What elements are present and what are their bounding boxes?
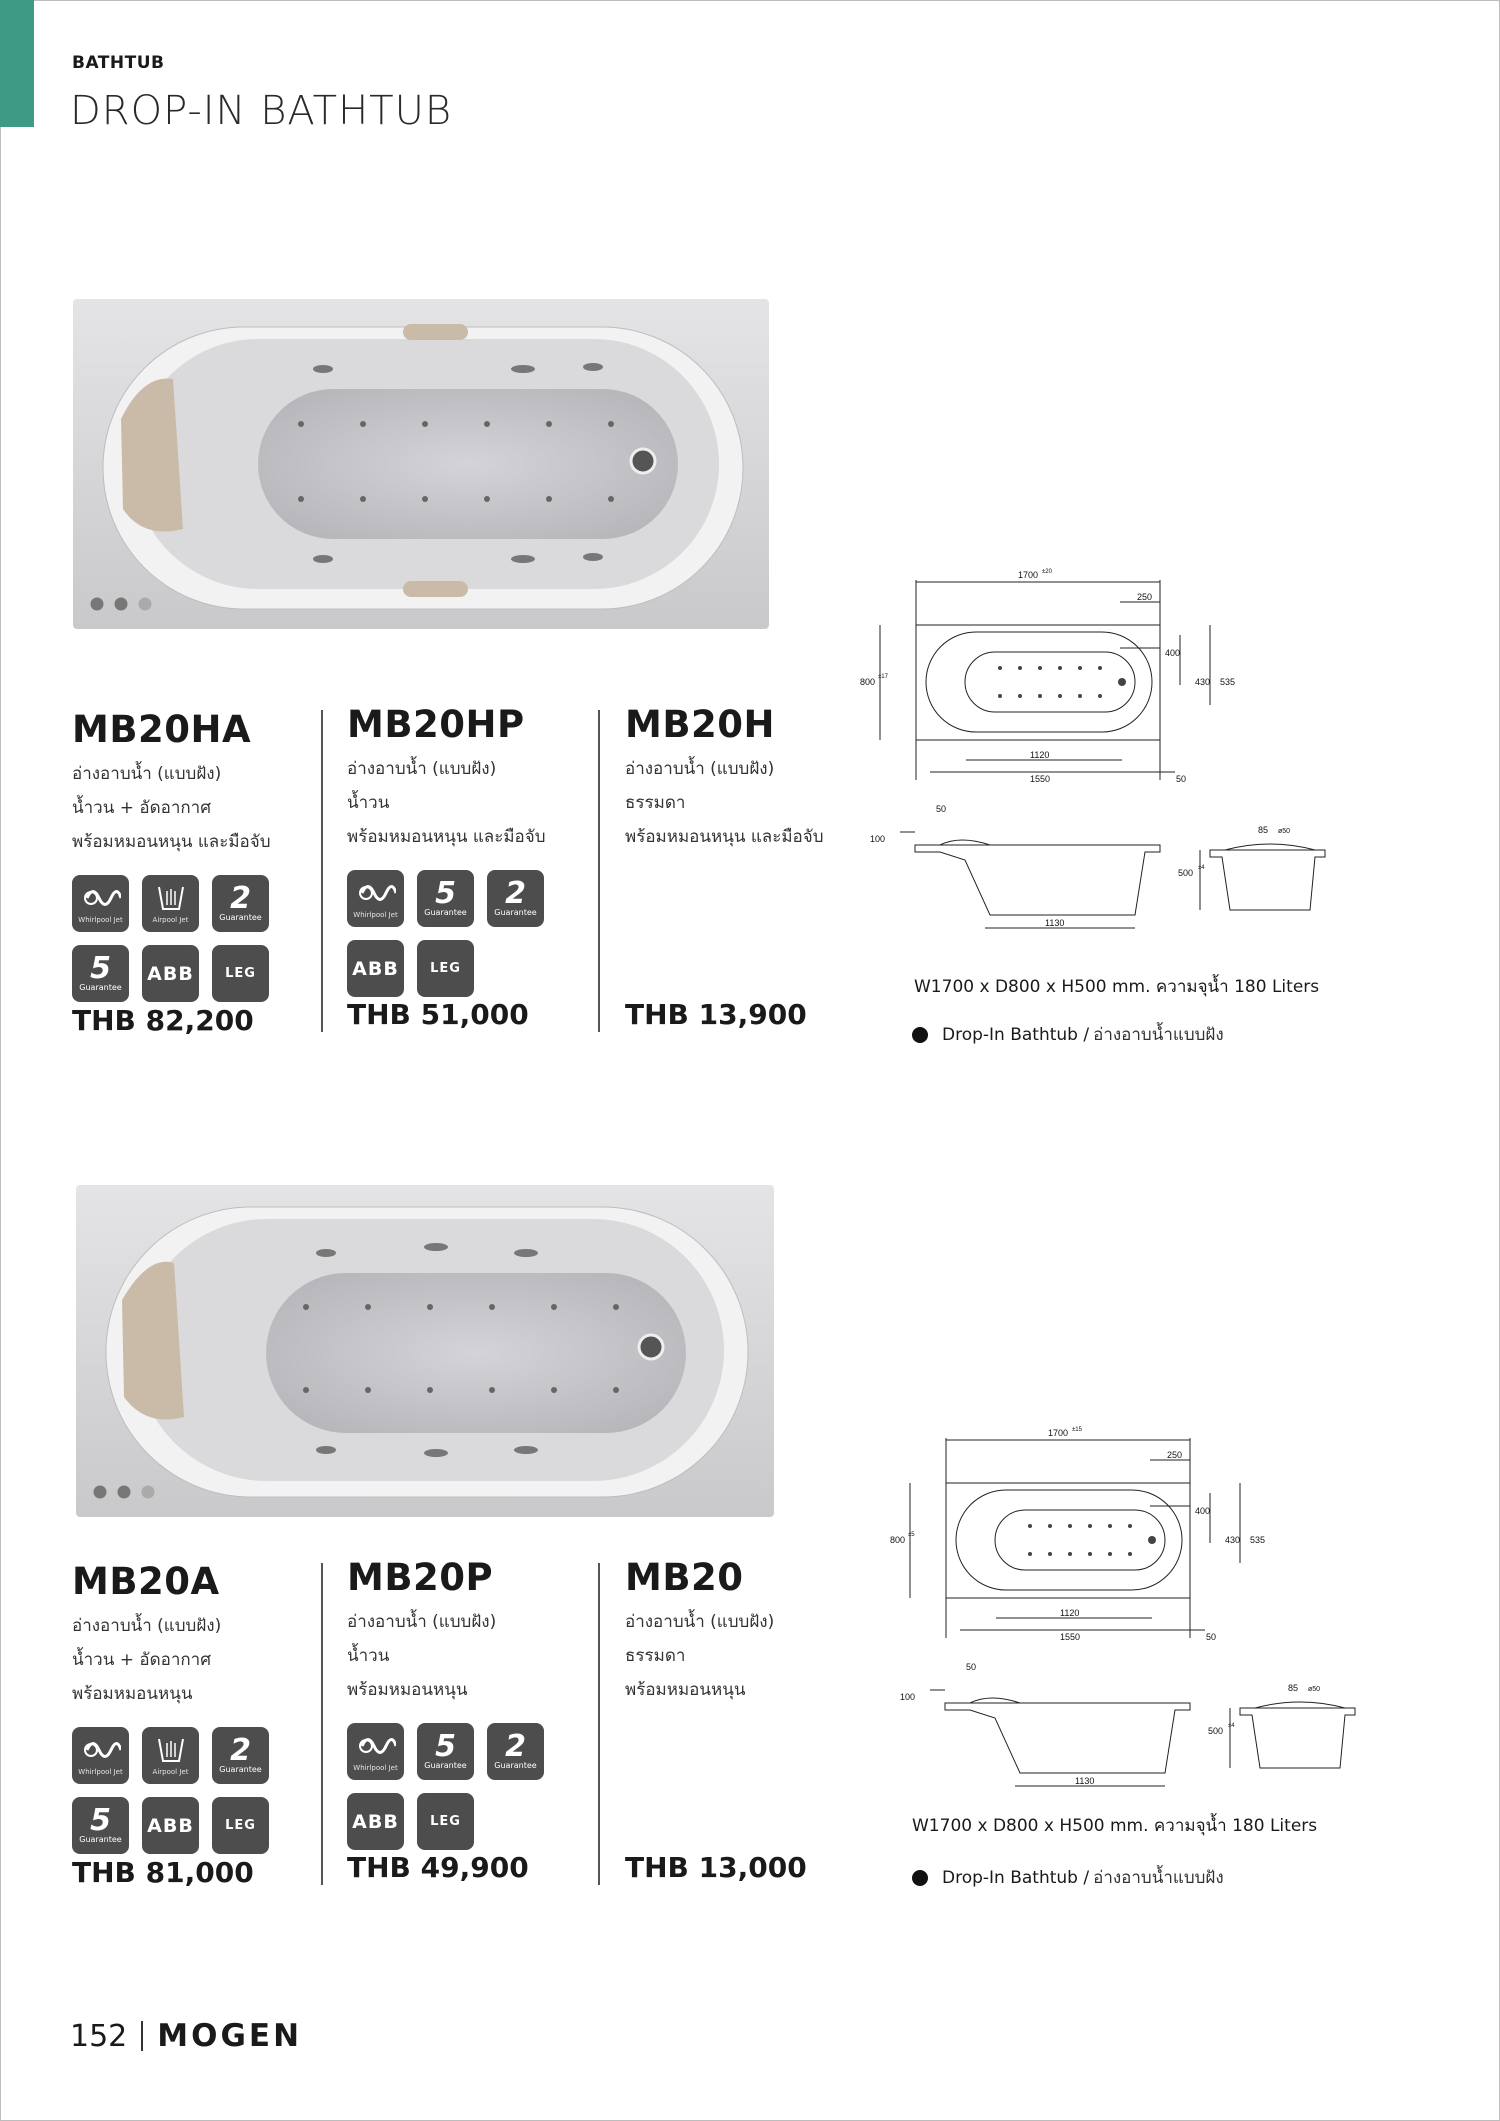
whirlpool-jet-icon xyxy=(347,1723,404,1780)
legend xyxy=(912,1864,1224,1891)
product-card-mb20hp xyxy=(347,703,617,1010)
dim-50: 50 xyxy=(1206,1632,1217,1642)
dim-85: 85 xyxy=(1258,825,1269,835)
price: THB 81,000 xyxy=(72,1856,254,1889)
dim-430: 430 xyxy=(1195,677,1211,687)
badge-number: 5 xyxy=(90,950,111,986)
leg-icon xyxy=(212,945,269,1002)
feature-badges xyxy=(347,870,617,997)
dim-1120: 1120 xyxy=(1060,1608,1080,1618)
desc-line-3: พร้อมหมอนหนุน xyxy=(625,1680,746,1700)
desc-line-1: อ่างอาบน้ำ (แบบฝัง) xyxy=(72,1616,222,1636)
dim-1550: 1550 xyxy=(1060,1632,1081,1642)
badge-label: ABB xyxy=(147,1814,194,1837)
dim-430: 430 xyxy=(1225,1535,1241,1545)
abb-icon xyxy=(347,1793,404,1850)
dim-400: 400 xyxy=(1195,1506,1211,1516)
leg-icon xyxy=(212,1797,269,1854)
dim-width: 800 xyxy=(860,677,876,687)
dim-o50: ø50 xyxy=(1278,828,1291,835)
feature-badges xyxy=(347,1723,617,1850)
whirlpool-jet-icon xyxy=(347,870,404,927)
dim-width: 800 xyxy=(890,1535,906,1545)
model-name: MB20 xyxy=(625,1556,744,1599)
dim-length: 1700 xyxy=(1018,570,1039,580)
dim-width-tol: ±17 xyxy=(878,674,888,680)
desc-line-2: น้ำวน + อัดอากาศ xyxy=(72,1650,212,1670)
badge-label: ABB xyxy=(352,957,399,980)
dim-o50: ø50 xyxy=(1308,1686,1321,1693)
badge-caption: Airpool Jet xyxy=(152,916,189,924)
dim-length: 1700 xyxy=(1048,1428,1069,1438)
badge-caption: Guarantee xyxy=(494,907,537,917)
model-name: MB20P xyxy=(347,1556,494,1599)
product-card-mb20h xyxy=(625,703,895,854)
desc-line-2: ธรรมดา xyxy=(625,793,686,813)
model-description xyxy=(72,757,342,859)
badge-label: LEG xyxy=(430,1814,461,1829)
divider xyxy=(598,1563,600,1885)
model-name: MB20A xyxy=(72,1560,220,1603)
legend-en: Drop-In Bathtub / xyxy=(942,1024,1090,1045)
dim-500-tol: ±4 xyxy=(1228,1723,1235,1729)
dim-length-tol: ±20 xyxy=(1042,569,1052,575)
badge-caption: Guarantee xyxy=(79,1834,122,1844)
dim-500-tol: ±4 xyxy=(1198,865,1205,871)
divider xyxy=(598,710,600,1032)
divider xyxy=(321,1563,323,1885)
desc-line-3: พร้อมหมอนหนุน และมือจับ xyxy=(347,827,546,847)
product-card-mb20a xyxy=(72,1560,342,1867)
dim-250: 250 xyxy=(1137,592,1153,602)
desc-line-3: พร้อมหมอนหนุน และมือจับ xyxy=(72,832,271,852)
bullet-icon xyxy=(912,1027,928,1043)
desc-line-3: พร้อมหมอนหนุน และมือจับ xyxy=(625,827,824,847)
dim-400: 400 xyxy=(1165,648,1181,658)
badge-caption: Guarantee xyxy=(494,1760,537,1770)
badge-caption: Guarantee xyxy=(424,1760,467,1770)
badge-caption: Whirlpool Jet xyxy=(353,1764,398,1772)
spec-text: W1700 x D800 x H500 mm. ความจุน้ำ 180 Liters xyxy=(914,977,1320,997)
whirlpool-jet-icon xyxy=(72,875,129,932)
footer-divider xyxy=(141,2021,143,2051)
bathtub-photo-1 xyxy=(73,299,769,629)
divider xyxy=(321,710,323,1032)
desc-line-1: อ่างอาบน้ำ (แบบฝัง) xyxy=(347,1612,497,1632)
desc-line-3: พร้อมหมอนหนุน xyxy=(347,1680,468,1700)
dim-1130: 1130 xyxy=(1045,918,1065,928)
abb-icon xyxy=(142,945,199,1002)
badge-caption: Guarantee xyxy=(219,912,262,922)
product-card-mb20 xyxy=(625,1556,895,1707)
badge-caption: Whirlpool Jet xyxy=(78,916,123,924)
legend-th: อ่างอาบน้ำแบบฝัง xyxy=(1093,1025,1224,1045)
badge-caption: Guarantee xyxy=(79,982,122,992)
category-label: BATHTUB xyxy=(72,53,165,73)
model-description xyxy=(72,1609,342,1711)
dimension-drawing-1 xyxy=(860,560,1340,944)
dim-50: 50 xyxy=(1176,774,1187,784)
price: THB 51,000 xyxy=(347,998,529,1031)
desc-line-1: อ่างอาบน้ำ (แบบฝัง) xyxy=(72,764,222,784)
model-description xyxy=(347,752,617,854)
page-footer xyxy=(70,2018,302,2054)
badge-label: LEG xyxy=(225,966,256,981)
page-number: 152 xyxy=(70,2018,128,2054)
badge-label: LEG xyxy=(225,1818,256,1833)
desc-line-2: น้ำวน xyxy=(347,1646,390,1666)
dim-1120: 1120 xyxy=(1030,750,1050,760)
model-name: MB20HA xyxy=(72,708,252,751)
model-description xyxy=(625,1605,895,1707)
desc-line-2: น้ำวน xyxy=(347,793,390,813)
badge-caption: Guarantee xyxy=(219,1764,262,1774)
brand-logo: MOGEN xyxy=(157,2018,303,2054)
dim-100: 100 xyxy=(900,1692,916,1702)
dim-1550: 1550 xyxy=(1030,774,1051,784)
product-card-mb20ha xyxy=(72,708,342,1015)
badge-caption: Airpool Jet xyxy=(152,1768,189,1776)
whirlpool-jet-icon xyxy=(72,1727,129,1784)
badge-number: 5 xyxy=(435,1728,456,1764)
badge-caption: Whirlpool Jet xyxy=(78,1768,123,1776)
desc-line-2: น้ำวน + อัดอากาศ xyxy=(72,798,212,818)
page-title: DROP-IN BATHTUB xyxy=(70,88,453,134)
airpool-jet-icon xyxy=(142,1727,199,1784)
feature-badges xyxy=(72,875,342,1002)
dim-rim-50: 50 xyxy=(966,1662,977,1672)
model-name: MB20H xyxy=(625,703,775,746)
legend-th: อ่างอาบน้ำแบบฝัง xyxy=(1093,1868,1224,1888)
badge-caption: Guarantee xyxy=(424,907,467,917)
dimension-drawing-2 xyxy=(890,1418,1370,1802)
five-year-guarantee-icon xyxy=(417,870,474,927)
price: THB 82,200 xyxy=(72,1004,254,1037)
badge-label: ABB xyxy=(352,1810,399,1833)
dim-85: 85 xyxy=(1288,1683,1299,1693)
bullet-icon xyxy=(912,1870,928,1886)
price: THB 13,900 xyxy=(625,998,807,1031)
dim-100: 100 xyxy=(870,834,886,844)
desc-line-1: อ่างอาบน้ำ (แบบฝัง) xyxy=(625,759,775,779)
model-description xyxy=(347,1605,617,1707)
desc-line-1: อ่างอาบน้ำ (แบบฝัง) xyxy=(347,759,497,779)
model-description xyxy=(625,752,895,854)
spec-text: W1700 x D800 x H500 mm. ความจุน้ำ 180 Liters xyxy=(912,1816,1318,1836)
abb-icon xyxy=(347,940,404,997)
badge-number: 2 xyxy=(505,875,526,911)
price: THB 49,900 xyxy=(347,1851,529,1884)
legend xyxy=(912,1021,1224,1048)
two-year-guarantee-icon xyxy=(487,870,544,927)
price: THB 13,000 xyxy=(625,1851,807,1884)
abb-icon xyxy=(142,1797,199,1854)
airpool-jet-icon xyxy=(142,875,199,932)
dim-535: 535 xyxy=(1220,677,1236,687)
dim-250: 250 xyxy=(1167,1450,1183,1460)
five-year-guarantee-icon xyxy=(72,945,129,1002)
leg-icon xyxy=(417,1793,474,1850)
five-year-guarantee-icon xyxy=(72,1797,129,1854)
dim-rim-50: 50 xyxy=(936,804,947,814)
dim-width-tol: ±5 xyxy=(908,1532,915,1538)
bathtub-photo-2 xyxy=(76,1185,774,1517)
badge-number: 5 xyxy=(90,1802,111,1838)
desc-line-1: อ่างอาบน้ำ (แบบฝัง) xyxy=(625,1612,775,1632)
dim-535: 535 xyxy=(1250,1535,1266,1545)
two-year-guarantee-icon xyxy=(212,875,269,932)
badge-caption: Whirlpool Jet xyxy=(353,911,398,919)
five-year-guarantee-icon xyxy=(417,1723,474,1780)
badge-number: 2 xyxy=(505,1728,526,1764)
two-year-guarantee-icon xyxy=(487,1723,544,1780)
two-year-guarantee-icon xyxy=(212,1727,269,1784)
badge-number: 2 xyxy=(230,1732,251,1768)
dim-length-tol: ±15 xyxy=(1072,1427,1082,1433)
badge-label: LEG xyxy=(430,961,461,976)
leg-icon xyxy=(417,940,474,997)
badge-number: 5 xyxy=(435,875,456,911)
dim-500: 500 xyxy=(1208,1726,1224,1736)
product-card-mb20p xyxy=(347,1556,617,1863)
desc-line-3: พร้อมหมอนหนุน xyxy=(72,1684,193,1704)
feature-badges xyxy=(72,1727,342,1854)
model-name: MB20HP xyxy=(347,703,525,746)
badge-number: 2 xyxy=(230,880,251,916)
desc-line-2: ธรรมดา xyxy=(625,1646,686,1666)
dim-1130: 1130 xyxy=(1075,1776,1095,1786)
dim-500: 500 xyxy=(1178,868,1194,878)
badge-label: ABB xyxy=(147,962,194,985)
legend-en: Drop-In Bathtub / xyxy=(942,1867,1090,1888)
section-tab xyxy=(0,0,34,127)
